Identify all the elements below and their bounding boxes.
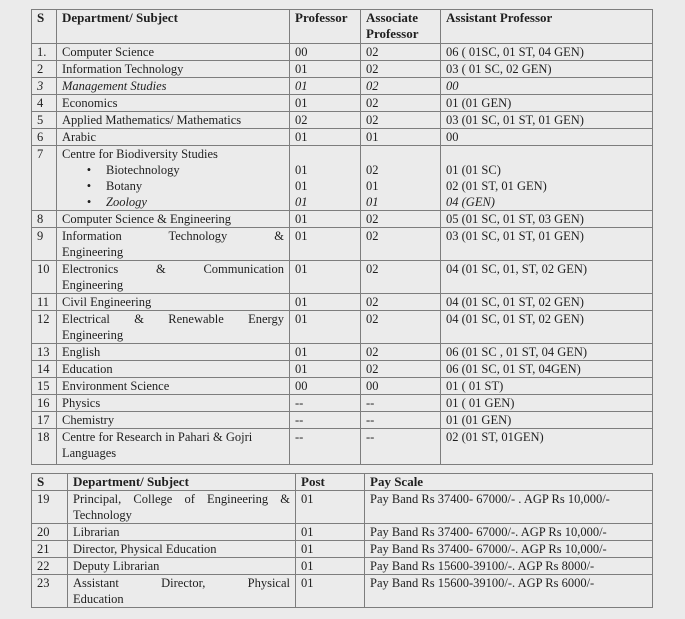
assistant-count: 01 ( 01 GEN) bbox=[441, 395, 653, 412]
post-count: 01 bbox=[296, 524, 365, 541]
department-name: Applied Mathematics/ Mathematics bbox=[57, 112, 290, 129]
department-name: Information Technology bbox=[57, 61, 290, 78]
assistant-count: 06 ( 01SC, 01 ST, 04 GEN) bbox=[441, 44, 653, 61]
table-row bbox=[32, 129, 653, 146]
sub-department: • Botany bbox=[62, 178, 289, 194]
assistant-count: 02 (01 ST, 01GEN) bbox=[441, 429, 653, 465]
table-row bbox=[32, 211, 653, 228]
table-row bbox=[32, 524, 653, 541]
department-name: Electrical & Renewable Energy Engineering bbox=[57, 311, 290, 344]
post-count: 01 bbox=[296, 575, 365, 608]
professor-count: 01 bbox=[290, 95, 361, 112]
post-count: 01 bbox=[296, 491, 365, 524]
table-row bbox=[32, 541, 653, 558]
table-row bbox=[32, 491, 653, 524]
serial-number: 2 bbox=[32, 61, 57, 78]
department-name: Management Studies bbox=[57, 78, 290, 95]
associate-count: 02 01 01 bbox=[361, 146, 441, 211]
department-name: Computer Science & Engineering bbox=[57, 211, 290, 228]
serial-number: 22 bbox=[32, 558, 68, 575]
assistant-count: 03 ( 01 SC, 02 GEN) bbox=[441, 61, 653, 78]
professor-count: -- bbox=[290, 412, 361, 429]
serial-number: 6 bbox=[32, 129, 57, 146]
associate-count: 02 bbox=[361, 95, 441, 112]
associate-count: 00 bbox=[361, 378, 441, 395]
serial-number: 15 bbox=[32, 378, 57, 395]
posts-table bbox=[31, 9, 653, 465]
serial-number: 1. bbox=[32, 44, 57, 61]
serial-number: 16 bbox=[32, 395, 57, 412]
assistant-count: 04 (01 SC, 01 ST, 02 GEN) bbox=[441, 311, 653, 344]
associate-count: 02 bbox=[361, 112, 441, 129]
professor-count: -- bbox=[290, 429, 361, 465]
professor-count: 02 bbox=[290, 112, 361, 129]
table-row bbox=[32, 146, 653, 211]
serial-number: 7 bbox=[32, 146, 57, 211]
associate-count: 02 bbox=[361, 344, 441, 361]
table-row bbox=[32, 558, 653, 575]
professor-count: 01 bbox=[290, 211, 361, 228]
department-name: Arabic bbox=[57, 129, 290, 146]
department-name: Deputy Librarian bbox=[68, 558, 296, 575]
associate-count: 02 bbox=[361, 311, 441, 344]
serial-number: 18 bbox=[32, 429, 57, 465]
associate-count: 02 bbox=[361, 228, 441, 261]
assistant-count: 06 (01 SC, 01 ST, 04GEN) bbox=[441, 361, 653, 378]
assistant-count: 01 ( 01 ST) bbox=[441, 378, 653, 395]
col-header-post: Post bbox=[296, 474, 365, 491]
post-count: 01 bbox=[296, 541, 365, 558]
assistant-count: 03 (01 SC, 01 ST, 01 GEN) bbox=[441, 228, 653, 261]
table-row bbox=[32, 575, 653, 608]
serial-number: 20 bbox=[32, 524, 68, 541]
department-name: Centre for Biodiversity Studies • Biotechnology • Botany • Zoology bbox=[57, 146, 290, 211]
professor-count: 01 01 01 bbox=[290, 146, 361, 211]
table-row bbox=[32, 228, 653, 261]
serial-number: 10 bbox=[32, 261, 57, 294]
department-name: English bbox=[57, 344, 290, 361]
assistant-count: 01 (01 SC) 02 (01 ST, 01 GEN) 04 (GEN) bbox=[441, 146, 653, 211]
pay-scale-table bbox=[31, 473, 653, 608]
professor-count: 01 bbox=[290, 78, 361, 95]
table-row bbox=[32, 261, 653, 294]
table-row bbox=[32, 112, 653, 129]
associate-count: 02 bbox=[361, 361, 441, 378]
assistant-count: 04 (01 SC, 01 ST, 02 GEN) bbox=[441, 294, 653, 311]
sub-department: • Biotechnology bbox=[62, 162, 289, 178]
department-name: Computer Science bbox=[57, 44, 290, 61]
table-row bbox=[32, 95, 653, 112]
department-name: Physics bbox=[57, 395, 290, 412]
table-row bbox=[32, 311, 653, 344]
assistant-count: 01 (01 GEN) bbox=[441, 412, 653, 429]
table-row bbox=[32, 395, 653, 412]
department-name: Environment Science bbox=[57, 378, 290, 395]
assistant-count: 00 bbox=[441, 78, 653, 95]
assistant-count: 04 (01 SC, 01, ST, 02 GEN) bbox=[441, 261, 653, 294]
department-name: Civil Engineering bbox=[57, 294, 290, 311]
associate-count: -- bbox=[361, 395, 441, 412]
serial-number: 5 bbox=[32, 112, 57, 129]
professor-count: 01 bbox=[290, 361, 361, 378]
professor-count: 00 bbox=[290, 44, 361, 61]
associate-count: -- bbox=[361, 429, 441, 465]
pay-scale: Pay Band Rs 37400- 67000/- . AGP Rs 10,000/- bbox=[365, 491, 653, 524]
serial-number: 14 bbox=[32, 361, 57, 378]
col-header-associate-professor: Associate Professor bbox=[361, 10, 441, 44]
department-name: Assistant Director, Physical Education bbox=[68, 575, 296, 608]
professor-count: 01 bbox=[290, 311, 361, 344]
table-row bbox=[32, 361, 653, 378]
professor-count: 01 bbox=[290, 61, 361, 78]
col-header-assistant-professor: Assistant Professor bbox=[441, 10, 653, 44]
department-name: Principal, College of Engineering & Technology bbox=[68, 491, 296, 524]
department-name: Centre for Research in Pahari & Gojri Languages bbox=[57, 429, 290, 465]
pay-scale: Pay Band Rs 37400- 67000/-. AGP Rs 10,000/- bbox=[365, 524, 653, 541]
professor-count: 01 bbox=[290, 294, 361, 311]
serial-number: 9 bbox=[32, 228, 57, 261]
serial-number: 3 bbox=[32, 78, 57, 95]
serial-number: 21 bbox=[32, 541, 68, 558]
assistant-count: 01 (01 GEN) bbox=[441, 95, 653, 112]
post-count: 01 bbox=[296, 558, 365, 575]
associate-count: 02 bbox=[361, 294, 441, 311]
department-name: Information Technology & Engineering bbox=[57, 228, 290, 261]
associate-count: -- bbox=[361, 412, 441, 429]
associate-count: 02 bbox=[361, 211, 441, 228]
associate-count: 02 bbox=[361, 44, 441, 61]
assistant-count: 00 bbox=[441, 129, 653, 146]
table-row bbox=[32, 61, 653, 78]
serial-number: 13 bbox=[32, 344, 57, 361]
table-row bbox=[32, 78, 653, 95]
department-name: Director, Physical Education bbox=[68, 541, 296, 558]
pay-scale: Pay Band Rs 15600-39100/-. AGP Rs 6000/- bbox=[365, 575, 653, 608]
table-row bbox=[32, 412, 653, 429]
serial-number: 23 bbox=[32, 575, 68, 608]
department-name: Chemistry bbox=[57, 412, 290, 429]
associate-count: 01 bbox=[361, 129, 441, 146]
serial-number: 11 bbox=[32, 294, 57, 311]
pay-scale: Pay Band Rs 15600-39100/-. AGP Rs 8000/- bbox=[365, 558, 653, 575]
serial-number: 19 bbox=[32, 491, 68, 524]
department-name: Librarian bbox=[68, 524, 296, 541]
pay-scale: Pay Band Rs 37400- 67000/-. AGP Rs 10,000/- bbox=[365, 541, 653, 558]
col-header-department: Department/ Subject bbox=[68, 474, 296, 491]
department-name: Economics bbox=[57, 95, 290, 112]
table-row bbox=[32, 429, 653, 465]
assistant-count: 06 (01 SC , 01 ST, 04 GEN) bbox=[441, 344, 653, 361]
table-row bbox=[32, 378, 653, 395]
sub-department: • Zoology bbox=[62, 194, 289, 210]
col-header-professor: Professor bbox=[290, 10, 361, 44]
table-row bbox=[32, 344, 653, 361]
table-row bbox=[32, 294, 653, 311]
professor-count: -- bbox=[290, 395, 361, 412]
professor-count: 01 bbox=[290, 261, 361, 294]
serial-number: 17 bbox=[32, 412, 57, 429]
associate-count: 02 bbox=[361, 261, 441, 294]
serial-number: 4 bbox=[32, 95, 57, 112]
serial-number: 12 bbox=[32, 311, 57, 344]
assistant-count: 05 (01 SC, 01 ST, 03 GEN) bbox=[441, 211, 653, 228]
professor-count: 00 bbox=[290, 378, 361, 395]
associate-count: 02 bbox=[361, 78, 441, 95]
professor-count: 01 bbox=[290, 344, 361, 361]
associate-count: 02 bbox=[361, 61, 441, 78]
department-name: Electronics & Communication Engineering bbox=[57, 261, 290, 294]
col-header-s: S bbox=[32, 10, 57, 44]
col-header-pay-scale: Pay Scale bbox=[365, 474, 653, 491]
table-row bbox=[32, 44, 653, 61]
professor-count: 01 bbox=[290, 228, 361, 261]
col-header-s: S bbox=[32, 474, 68, 491]
col-header-department: Department/ Subject bbox=[57, 10, 290, 44]
professor-count: 01 bbox=[290, 129, 361, 146]
serial-number: 8 bbox=[32, 211, 57, 228]
assistant-count: 03 (01 SC, 01 ST, 01 GEN) bbox=[441, 112, 653, 129]
department-name: Education bbox=[57, 361, 290, 378]
